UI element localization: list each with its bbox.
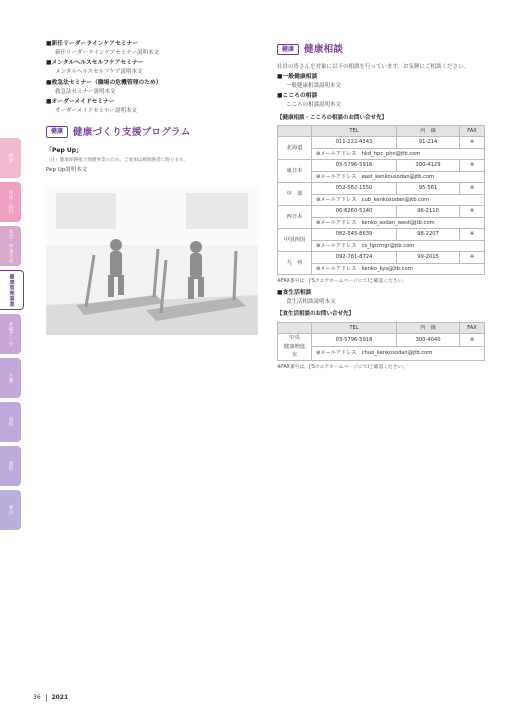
tel-cell: 03-5796-5918: [312, 334, 397, 347]
region-cell: 中央 健康増進室: [278, 334, 312, 360]
ext-cell: 95-561: [396, 183, 459, 195]
pepup-title: 「Pep Up」: [46, 146, 83, 154]
fax-cell: ※: [460, 206, 485, 218]
seminar-head: ■新任リーダーラインケアセミナー: [46, 41, 139, 47]
table-header-fax: FAX: [460, 126, 485, 137]
section-title: 健康づくり支援プログラム: [73, 126, 191, 138]
email-cell[interactable]: ⊛メールアドレス cs_hpcmgr@jtb.com: [312, 240, 485, 252]
email-cell[interactable]: ⊛メールアドレス kenko_sodan_west@jtb.com: [312, 217, 485, 229]
pepup-body: Pep Up説明本文: [46, 166, 88, 173]
side-tab[interactable]: [0, 182, 21, 222]
food-consult-head: ■食生活相談: [277, 289, 312, 296]
fax-cell: ※: [460, 183, 485, 195]
side-tab[interactable]: [0, 490, 21, 530]
seminar-head: ■オーダーメイドセミナー: [46, 99, 115, 106]
table-row: [278, 229, 485, 241]
side-tab-label: 健康管理事業: [8, 273, 15, 307]
side-index-tabs: [0, 138, 21, 534]
mind-consult-body: こころの相談説明本文: [286, 102, 342, 109]
table-row: [278, 160, 485, 172]
tel-cell: 082-545-8639: [312, 229, 397, 241]
section-title: 健康相談: [304, 44, 344, 55]
ext-cell: 91-214: [396, 137, 459, 149]
ext-cell: 300-4040: [397, 334, 460, 347]
footer-divider: [46, 694, 47, 702]
region-cell: 東日本: [278, 160, 312, 183]
ext-cell: 300-4129: [396, 160, 459, 172]
email-cell[interactable]: ⊛メールアドレス east_kenkousodan@jtb.com: [312, 171, 485, 183]
tel-cell: 011-222-4343: [312, 137, 397, 149]
side-tab-label: 資料: [8, 417, 14, 427]
contact-table-note: ※FAX番号は、J'SクエアホームページにてIご確認ください。: [277, 279, 408, 285]
side-tab-label: 索引: [8, 505, 14, 515]
pepup-note: （注）健康保険組合保健事業のため、ご参加は被保険者に限ります。: [46, 157, 188, 163]
contact-table-title: 【健康相談・こころの相談のお問い合せ先】: [277, 114, 388, 121]
seminar-body: 新任リーダーラインケアセミナー説明本文: [55, 49, 160, 56]
table-header-ext: 内 線: [397, 323, 460, 334]
seminar-head: ■メンタルヘルスセルフケアセミナー: [46, 60, 144, 67]
food-table-title: 【食生活相談のお問い合せ先】: [277, 311, 355, 318]
region-cell: 中 部: [278, 183, 312, 206]
fax-cell: ※: [460, 252, 485, 264]
fax-cell: ※: [460, 160, 485, 172]
email-cell[interactable]: ⊛メールアドレス hkd_hpc_phn@jtb.com: [312, 148, 485, 160]
table-header-fax: FAX: [460, 323, 485, 334]
ext-cell: 96-2110: [396, 206, 459, 218]
side-tab[interactable]: [0, 226, 21, 266]
fax-cell: ※: [460, 229, 485, 241]
tel-cell: 06-6260-5140: [312, 206, 397, 218]
footer-year: 2021: [51, 694, 69, 701]
table-row: [278, 252, 485, 264]
ext-cell: 99-2015: [396, 252, 459, 264]
table-row: [278, 137, 485, 149]
right-column: [277, 40, 485, 374]
section-badge: 健康: [46, 126, 68, 138]
treadmill-illustration: [46, 185, 258, 335]
region-cell: 中国四国: [278, 229, 312, 252]
ext-cell: 98-2207: [396, 229, 459, 241]
table-row: [278, 334, 485, 347]
tel-cell: 03-5796-5916: [312, 160, 397, 172]
section-health-consult: [277, 42, 485, 57]
table-header-row: [278, 323, 485, 334]
tel-cell: 052-582-1550: [312, 183, 397, 195]
side-tab-label: 保険・給付: [8, 189, 14, 215]
side-tab[interactable]: [0, 402, 21, 442]
seminar-head: ■救急法セミナー（職場の危機管理のため）: [46, 79, 162, 86]
table-header-region: [278, 126, 312, 137]
side-tab-label: 届出・申請手続: [8, 228, 14, 264]
table-header-ext: 内 線: [396, 126, 459, 137]
table-header-row: [278, 126, 485, 137]
side-tab[interactable]: [0, 314, 21, 354]
table-header-region: [278, 323, 312, 334]
general-consult-head: ■一般健康相談: [277, 73, 318, 80]
side-tab-label: 各種データ: [8, 321, 14, 347]
side-tab-label: 概要: [8, 153, 14, 163]
fax-cell: ※: [460, 137, 485, 149]
region-cell: 九 州: [278, 252, 312, 275]
page-footer: [33, 693, 68, 703]
table-header-tel: TEL: [312, 323, 397, 334]
side-tab-label: 介護: [8, 373, 14, 383]
consult-intro: 社員の皆さんを対象に以下の相談を行っています。お気軽にご相談ください。: [277, 64, 470, 71]
side-tab[interactable]: [0, 270, 24, 310]
email-cell[interactable]: ⊛メールアドレス chuo_kenkosodan@jtb.com: [312, 347, 485, 360]
food-contact-table: [277, 322, 485, 360]
seminar-body: オーダーメイドセミナー説明本文: [55, 108, 137, 115]
food-table-note: ※FAX番号は、J'SクエアホームページにてIご確認ください。: [277, 364, 408, 370]
side-tab[interactable]: [0, 138, 21, 178]
section-badge: 健康: [277, 44, 299, 56]
side-tab-label: 規程: [8, 461, 14, 471]
email-cell[interactable]: ⊛メールアドレス cub_kenkosodan@jtb.com: [312, 194, 485, 206]
section-health-program: [46, 125, 258, 140]
seminar-body: メンタルヘルスセルフケア説明本文: [55, 69, 143, 76]
page-number: 36: [33, 694, 41, 701]
table-row: [278, 183, 485, 195]
food-consult-body: 食生活相談説明本文: [286, 298, 336, 305]
general-consult-body: 一般健康相談説明本文: [286, 82, 342, 89]
seminar-list: [46, 40, 258, 117]
fax-cell: ※: [460, 334, 485, 347]
tel-cell: 092-781-8724: [312, 252, 397, 264]
region-cell: 西日本: [278, 206, 312, 229]
region-cell: 北海道: [278, 137, 312, 160]
mind-consult-head: ■こころの相談: [277, 93, 318, 100]
side-tab[interactable]: [0, 446, 21, 486]
seminar-body: 救急法セミナー説明本文: [55, 88, 116, 95]
side-tab[interactable]: [0, 358, 21, 398]
left-column: [46, 40, 258, 339]
email-cell[interactable]: ⊛メールアドレス kenko_kys@jtb.com: [312, 263, 485, 275]
table-row: [278, 206, 485, 218]
contact-table: [277, 125, 485, 275]
table-header-tel: TEL: [312, 126, 397, 137]
